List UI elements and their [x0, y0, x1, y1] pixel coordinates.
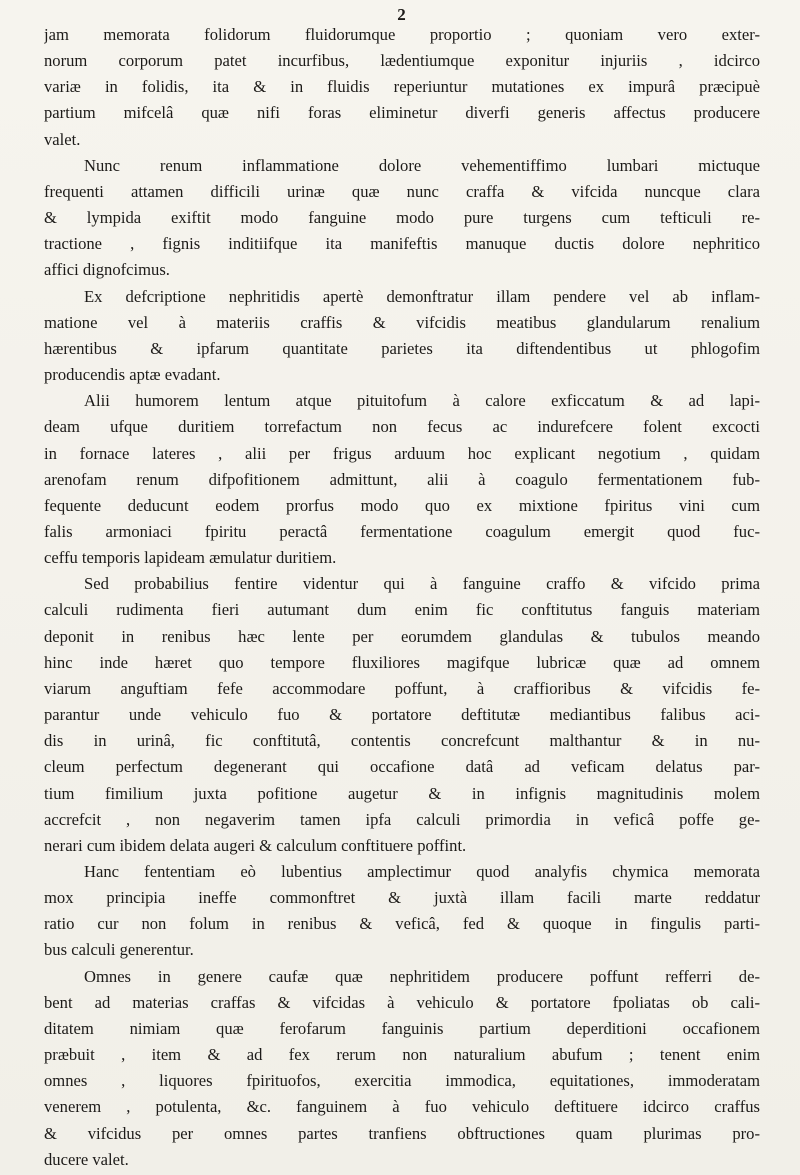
- text-line: matione vel à materiis craffis & vifcidis meatibus glandularum renalium: [44, 312, 760, 332]
- page-number: 2: [397, 5, 407, 24]
- text-line: affici dignofcimus.: [44, 260, 170, 280]
- body-text: [44, 22, 760, 1173]
- text-line: fequente deducunt eodem prorfus modo quo ex mixtione fpiritus vini cum: [44, 495, 760, 515]
- text-line: ceffu temporis lapideam æmulatur duritiem.: [44, 548, 337, 568]
- text-line: accrefcit , non negaverim tamen ipfa calculi primordia in veficâ poffe ge-: [44, 809, 760, 829]
- paragraph-1: [44, 22, 760, 153]
- text-line: bus calculi generentur.: [44, 940, 194, 960]
- text-line: ratio cur non folum in renibus & veficâ, fed & quoque in fingulis parti-: [44, 914, 760, 934]
- text-line: hærentibus & ipfarum quantitate parietes ita diftendentibus ut phlogofim: [44, 338, 760, 358]
- text-line: ducere valet.: [44, 1149, 129, 1169]
- paragraph-3: [44, 284, 760, 389]
- paragraph-2: [44, 153, 760, 284]
- text-line: variæ in folidis, ita & in fluidis reperiuntur mutationes ex impurâ præcipuè: [44, 77, 760, 97]
- text-line: viarum anguftiam fefe accommodare poffunt, à craffioribus & vifcidis fe-: [44, 678, 760, 698]
- text-line: Ex defcriptione nephritidis apertè demonftratur illam pendere vel ab inflam-: [84, 286, 760, 306]
- text-line: hinc inde hæret quo tempore fluxiliores magifque lubricæ quæ ad omnem: [44, 652, 760, 672]
- text-line: falis armoniaci fpiritu peractâ fermentatione coagulum emergit quod fuc-: [44, 521, 760, 541]
- paragraph-7: [44, 964, 760, 1173]
- text-line: venerem , potulenta, &c. fanguinem à fuo vehiculo deftituere idcirco craffus: [44, 1097, 760, 1117]
- text-line: partium mifcelâ quæ nifi foras eliminetur diverfi generis affectus producere: [44, 103, 760, 123]
- text-line: Sed probabilius fentire videntur qui à fanguine craffo & vifcido prima: [84, 574, 760, 594]
- text-line: & lympida exiftit modo fanguine modo pure turgens cum tefticuli re-: [44, 208, 760, 228]
- text-line: præbuit , item & ad fex rerum non naturalium abufum ; tenent enim: [44, 1045, 760, 1065]
- text-line: tium fimilium juxta pofitione augetur & in infignis magnitudinis molem: [44, 783, 760, 803]
- text-line: Omnes in genere caufæ quæ nephritidem producere poffunt refferri de-: [84, 966, 760, 986]
- text-line: arenofam renum difpofitionem admittunt, alii à coagulo fermentationem fub-: [44, 469, 760, 489]
- text-line: mox principia ineffe commonftret & juxtà illam facili marte reddatur: [44, 888, 760, 908]
- text-line: & vifcidus per omnes partes tranfiens obftructiones quam plurimas pro-: [44, 1123, 760, 1143]
- text-line: producendis aptæ evadant.: [44, 365, 221, 385]
- text-line: frequenti attamen difficili urinæ quæ nunc craffa & vifcida nuncque clara: [44, 181, 760, 201]
- paragraph-5: [44, 571, 760, 859]
- text-line: bent ad materias craffas & vifcidas à vehiculo & portatore fpoliatas ob cali-: [44, 992, 760, 1012]
- text-line: cleum perfectum degenerant qui occafione datâ ad veficam delatus par-: [44, 757, 760, 777]
- text-line: parantur unde vehiculo fuo & portatore deftitutæ mediantibus falibus aci-: [44, 705, 760, 725]
- text-line: deam ufque duritiem torrefactum non fecus ac indurefcere folent excocti: [44, 417, 760, 437]
- paragraph-6: [44, 859, 760, 964]
- text-line: Alii humorem lentum atque pituitofum à calore exficcatum & ad lapi-: [84, 391, 760, 411]
- text-line: omnes , liquores fpirituofos, exercitia immodica, equitationes, immoderatam: [44, 1071, 760, 1091]
- text-line: jam memorata folidorum fluidorumque proportio ; quoniam vero exter-: [44, 25, 760, 44]
- text-line: dis in urinâ, fic conftitutâ, contentis concrefcunt malthantur & in nu-: [44, 731, 760, 751]
- text-line: in fornace lateres , alii per frigus arduum hoc explicant negotium , quidam: [44, 443, 760, 463]
- text-line: calculi rudimenta fieri autumant dum enim fic conftitutus fanguis materiam: [44, 600, 760, 620]
- text-line: ditatem nimiam quæ ferofarum fanguinis partium deperditioni occafionem: [44, 1018, 760, 1038]
- text-line: Hanc fententiam eò lubentius amplectimur quod analyfis chymica memorata: [84, 862, 760, 881]
- text-line: valet.: [44, 129, 81, 149]
- paragraph-4: [44, 388, 760, 571]
- text-line: norum corporum patet incurfibus, lædentiumque exponitur injuriis , idcirco: [44, 51, 760, 71]
- text-line: Nunc renum inflammatione dolore vehementiffimo lumbari mictuque: [84, 155, 760, 175]
- text-line: deponit in renibus hæc lente per eorumdem glandulas & tubulos meando: [44, 626, 760, 646]
- text-line: tractione , fignis inditiifque ita manifeftis manuque ductis dolore nephritico: [44, 234, 760, 254]
- text-line: nerari cum ibidem delata augeri & calculum conftituere poffint.: [44, 835, 467, 855]
